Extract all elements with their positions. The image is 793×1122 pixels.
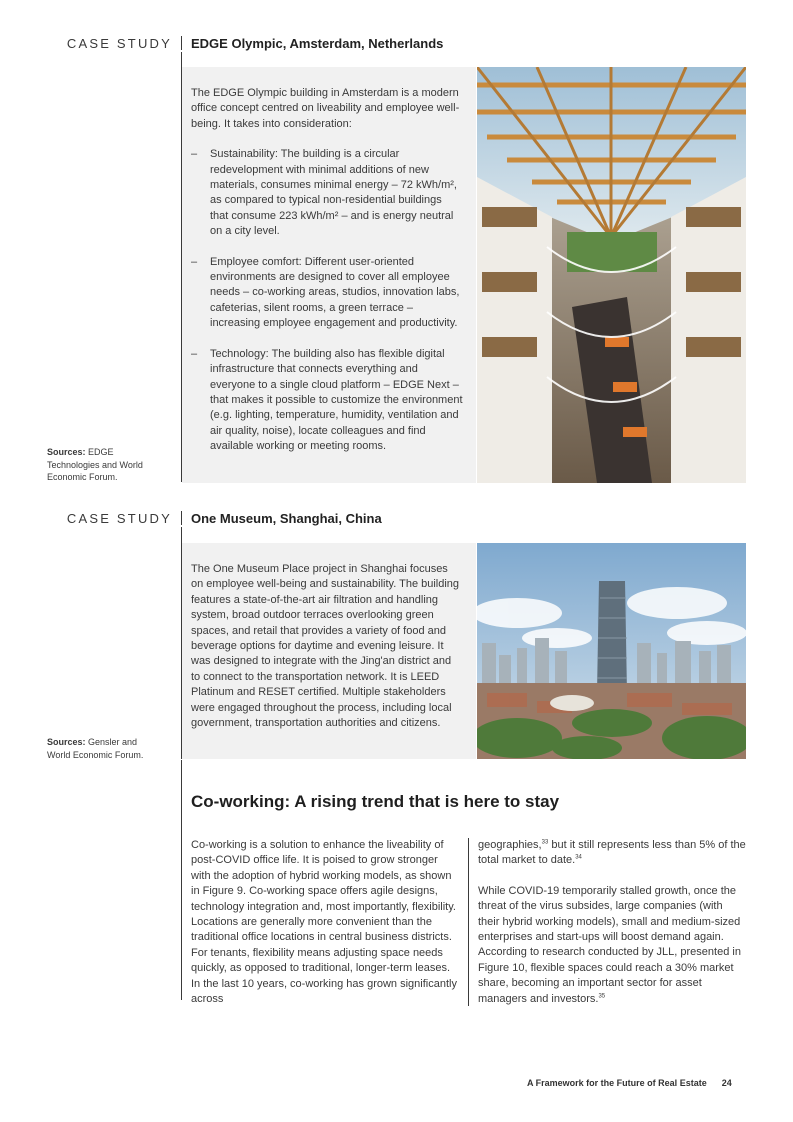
one-museum-shanghai-photo: [477, 543, 746, 759]
text-column-1: [191, 838, 459, 1022]
text-run: While COVID-19 temporarily stalled growth, once the threat of the virus subsides, large companies (with their hybrid working models), small and medium-sized enterprises and start-ups will boost demand again. According to research conducted by JLL, presented in Figure 10, flexible spaces could reach a 30% market share, becoming an important sector for asset managers and investors.: [478, 884, 741, 1005]
footer: [527, 1078, 732, 1088]
footnote-ref: 35: [598, 993, 606, 999]
case-study-intro: The EDGE Olympic building in Amsterdam is a modern office concept centred on liveability and employee well-being. It takes into consideration:: [191, 87, 460, 130]
bullet-list: [191, 147, 463, 454]
footer-title: A Framework for the Future of Real Estate: [527, 1078, 707, 1088]
edge-olympic-atrium-photo: [477, 67, 746, 483]
list-item: – Technology: The building also has flexible digital infrastructure that connects everything and everyone to a single cloud platform – EDGE Next – that makes it possible to customize the environment (e.g. lighting, temperature, humidity, ventilation and air quality, noise), locate colleagues and find available working or meeting rooms.: [191, 347, 463, 455]
divider: [181, 511, 182, 525]
sources-note-1: [47, 446, 157, 484]
sources-label: Sources:: [47, 447, 86, 457]
case-study-title-1: EDGE Olympic, Amsterdam, Netherlands: [191, 36, 444, 51]
sources-label: Sources:: [47, 737, 86, 747]
case-study-label-2: CASE STUDY: [66, 511, 172, 526]
text-run: but it still represents less than 5% of the total market to date.: [478, 839, 746, 867]
column-divider: [468, 838, 469, 1006]
footnote-ref: 33: [541, 839, 549, 846]
paragraph: Co-working is a solution to enhance the liveability of post-COVID office life. It is poised to grow stronger with the adoption of hybrid working models, as shown in Figure 9. Co-working space offers agile designs, technology integration and, most importantly, flexibility. Locations are generally more convenient than the traditional office locations in central business districts. For tenants, flexibility means adjusting space needs quickly, as opposed to traditional, longer-term leases. In the last 10 years, co-working has grown significantly across: [191, 839, 457, 1006]
case-study-paragraph: The One Museum Place project in Shanghai focuses on employee well-being and sustainability. The building features a state-of-the-art air filtration and handling system, broad outdoor terraces overlooking green spaces, and retail that provides a variety of food and beverage options for daytime and evening leisure. It was designed to integrate with the Jing'an district and to connect to the transportation network. It is LEED Platinum and RESET certified. Multiple stakeholders were engaged throughout the process, including local government, transportation authorities and citizens.: [191, 563, 460, 730]
text-column-2: [478, 838, 746, 1022]
text-run: geographies,: [478, 839, 542, 851]
paragraph: [478, 838, 746, 869]
sources-note-2: [47, 736, 157, 761]
case-study-body-1: [191, 86, 463, 470]
sources-text: Gensler and World Economic Forum.: [47, 737, 144, 760]
footnote-ref: 34: [575, 854, 582, 861]
divider: [181, 36, 182, 50]
paragraph: [478, 884, 746, 1007]
case-study-body-2: [191, 562, 463, 746]
divider: [181, 760, 182, 1000]
case-study-label-1: CASE STUDY: [66, 36, 172, 51]
list-item: – Sustainability: The building is a circular redevelopment with minimal additions of new materials, consumes minimal energy – 72 kWh/m², as compared to typical non-residential buildings that consume 223 kWh/m² – and is energy neutral on a city level.: [191, 147, 463, 239]
case-study-title-2: One Museum, Shanghai, China: [191, 511, 382, 526]
page-number: 24: [721, 1078, 732, 1088]
section-heading: Co-working: A rising trend that is here to stay: [191, 792, 560, 811]
sources-text: EDGE Technologies and World Economic Forum.: [47, 447, 143, 482]
list-item: – Employee comfort: Different user-oriented environments are designed to cover all employee needs – co-working areas, studios, innovation labs, cafeterias, silent rooms, a green terrace – increasing employee engagement and productivity.: [191, 255, 463, 332]
